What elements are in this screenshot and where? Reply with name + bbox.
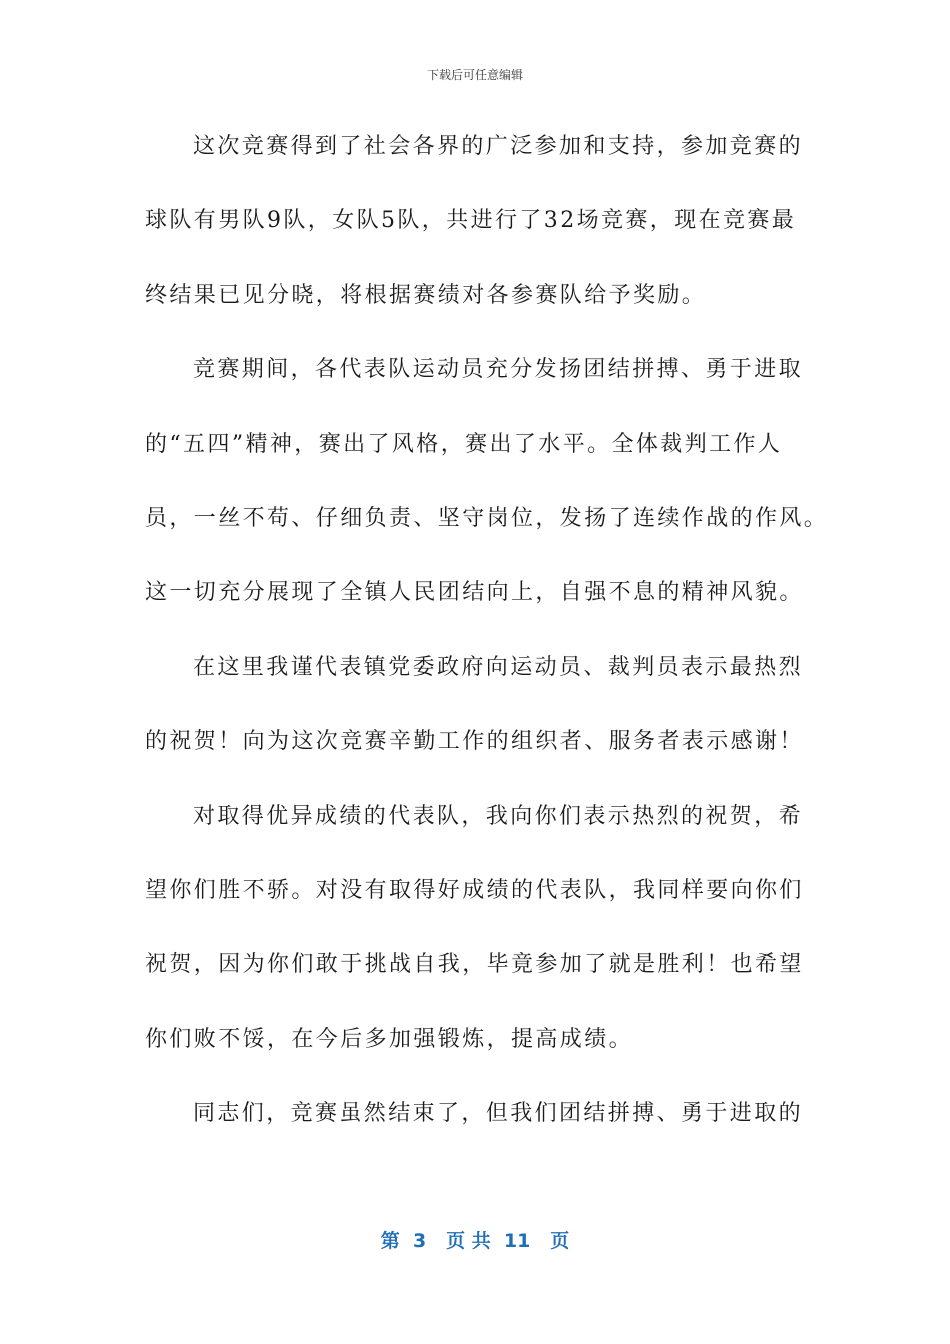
text-line: 同志们，竞赛虽然结束了，但我们团结拼搏、勇于进取的 [193,1101,804,1127]
text-line: 的祝贺！向为这次竞赛辛勤工作的组织者、服务者表示感谢！ [145,729,804,755]
text-line: 球队有男队9队，女队5队，共进行了32场竞赛，现在竞赛最 [145,208,797,234]
document-body [145,120,829,1161]
page-number-footer: 第 3 页 共 11 页 [380,1230,570,1252]
text-line: 你们败不馁，在今后多加强锻炼，提高成绩。 [145,1026,634,1052]
text-line: 终结果已见分晓，将根据赛绩对各参赛队给予奖励。 [145,282,707,308]
text-line: 员，一丝不苟、仔细负责、坚守岗位，发扬了连续作战的作风。 [145,505,829,531]
text-line: 望你们胜不骄。对没有取得好成绩的代表队，我同样要向你们 [145,877,804,903]
text-line: 在这里我谨代表镇党委政府向运动员、裁判员表示最热烈 [193,654,804,680]
text-line: 的“五四”精神，赛出了风格，赛出了水平。全体裁判工作人 [145,431,783,457]
page-header: 下载后可任意编辑 [426,68,523,82]
text-line: 这一切充分展现了全镇人民团结向上，自强不息的精神风貌。 [145,580,804,606]
text-line: 这次竞赛得到了社会各界的广泛参加和支持，参加竞赛的 [193,134,804,159]
text-line: 祝贺，因为你们敢于挑战自我，毕竟参加了就是胜利！也希望 [145,952,804,978]
text-line: 竞赛期间，各代表队运动员充分发扬团结拼搏、勇于进取 [193,357,804,383]
text-line: 对取得优异成绩的代表队，我向你们表示热烈的祝贺，希 [193,803,804,829]
